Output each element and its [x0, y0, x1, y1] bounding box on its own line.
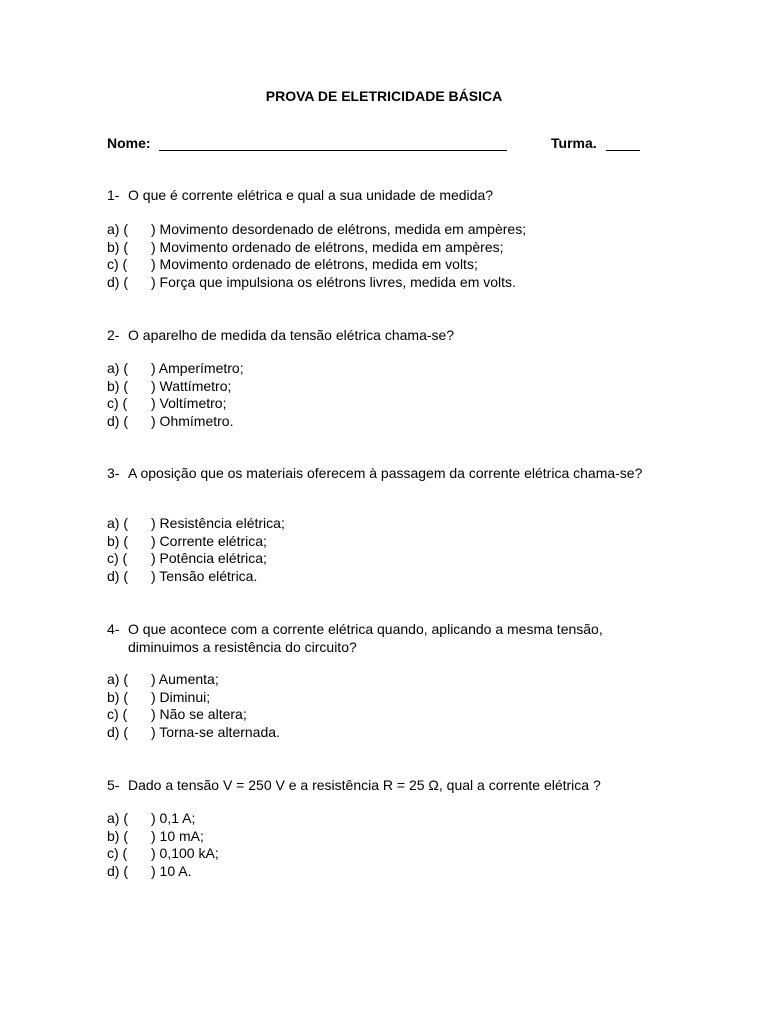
option-item[interactable] — [107, 550, 667, 568]
option-text: ) 10 A. — [151, 862, 192, 879]
option-text: ) Aumenta; — [151, 671, 219, 687]
nome-label: Nome: — [107, 135, 151, 151]
option-item[interactable] — [107, 671, 667, 689]
option-letter: c) ( — [107, 256, 128, 272]
options-3 — [107, 515, 667, 585]
option-text: ) Movimento desordenado de elétrons, medida em ampères; — [151, 221, 527, 237]
option-letter: b) ( — [107, 827, 128, 844]
question-number: 1- — [107, 187, 120, 203]
options-5 — [107, 810, 667, 880]
option-text: ) Torna-se alternada. — [151, 723, 280, 740]
option-letter: c) ( — [107, 706, 128, 722]
option-item[interactable] — [107, 568, 667, 586]
question-number: 5- — [107, 777, 120, 793]
option-letter: c) ( — [107, 845, 128, 861]
option-text: ) Ohmímetro. — [151, 412, 234, 429]
option-item[interactable] — [107, 274, 667, 292]
question-number: 2- — [107, 327, 120, 343]
question-text: Dado a tensão V = 250 V e a resistência R = 25 Ω, qual a corrente elétrica ? — [128, 777, 601, 793]
option-text: ) Corrente elétrica; — [151, 532, 267, 549]
turma-blank-line[interactable] — [606, 150, 640, 151]
option-letter: d) ( — [107, 723, 128, 740]
nome-blank-line[interactable] — [159, 150, 507, 151]
option-item[interactable] — [107, 378, 667, 396]
option-text: ) Amperímetro; — [151, 360, 244, 376]
question-text: O que é corrente elétrica e qual a sua unidade de medida? — [128, 187, 494, 203]
question-4 — [107, 620, 667, 656]
option-item[interactable] — [107, 863, 667, 881]
option-item[interactable] — [107, 689, 667, 707]
question-1 — [107, 186, 667, 204]
option-letter: c) ( — [107, 395, 128, 411]
page-title: PROVA DE ELETRICIDADE BÁSICA — [265, 88, 503, 104]
question-3 — [107, 464, 667, 482]
question-number: 3- — [107, 465, 120, 481]
option-text: ) Diminui; — [151, 688, 211, 705]
options-2 — [107, 360, 667, 430]
option-letter: d) ( — [107, 567, 128, 584]
option-text: ) Voltímetro; — [151, 395, 227, 411]
option-item[interactable] — [107, 845, 667, 863]
option-letter: b) ( — [107, 532, 128, 549]
option-letter: b) ( — [107, 377, 128, 394]
option-letter: a) ( — [107, 360, 128, 376]
option-item[interactable] — [107, 515, 667, 533]
options-1 — [107, 221, 667, 291]
question-number: 4- — [107, 621, 120, 637]
option-text: ) Movimento ordenado de elétrons, medida em volts; — [151, 256, 478, 272]
option-text: ) Potência elétrica; — [151, 550, 267, 566]
options-4 — [107, 671, 667, 741]
question-5 — [107, 776, 667, 794]
option-item[interactable] — [107, 239, 667, 257]
question-2 — [107, 326, 667, 344]
option-letter: d) ( — [107, 412, 128, 429]
question-text: A oposição que os materiais oferecem à passagem da corrente elétrica chama-se? — [128, 465, 643, 481]
turma-label: Turma. — [551, 135, 597, 151]
option-item[interactable] — [107, 828, 667, 846]
option-item[interactable] — [107, 706, 667, 724]
option-text: ) Resistência elétrica; — [151, 515, 285, 531]
option-item[interactable] — [107, 221, 667, 239]
option-letter: c) ( — [107, 550, 128, 566]
option-letter: a) ( — [107, 221, 128, 237]
option-text: ) Tensão elétrica. — [151, 567, 258, 584]
option-item[interactable] — [107, 413, 667, 431]
option-text: ) Força que impulsiona os elétrons livres, medida em volts. — [151, 273, 516, 290]
option-letter: a) ( — [107, 515, 128, 531]
option-item[interactable] — [107, 360, 667, 378]
option-item[interactable] — [107, 724, 667, 742]
question-text: O que acontece com a corrente elétrica quando, aplicando a mesma tensão, diminuimos a resistência do circuito? — [128, 621, 603, 655]
option-letter: a) ( — [107, 671, 128, 687]
option-text: ) 0,100 kA; — [151, 845, 219, 861]
option-text: ) Não se altera; — [151, 706, 247, 722]
option-item[interactable] — [107, 395, 667, 413]
option-letter: d) ( — [107, 862, 128, 879]
option-letter: a) ( — [107, 810, 128, 826]
student-header — [107, 135, 647, 155]
option-text: ) Wattímetro; — [151, 377, 232, 394]
option-item[interactable] — [107, 533, 667, 551]
question-text: O aparelho de medida da tensão elétrica chama-se? — [128, 327, 455, 343]
option-letter: b) ( — [107, 688, 128, 705]
option-letter: b) ( — [107, 238, 128, 255]
option-text: ) 0,1 A; — [151, 810, 196, 826]
option-letter: d) ( — [107, 273, 128, 290]
option-item[interactable] — [107, 810, 667, 828]
option-item[interactable] — [107, 256, 667, 274]
option-text: ) Movimento ordenado de elétrons, medida em ampères; — [151, 238, 504, 255]
option-text: ) 10 mA; — [151, 827, 204, 844]
